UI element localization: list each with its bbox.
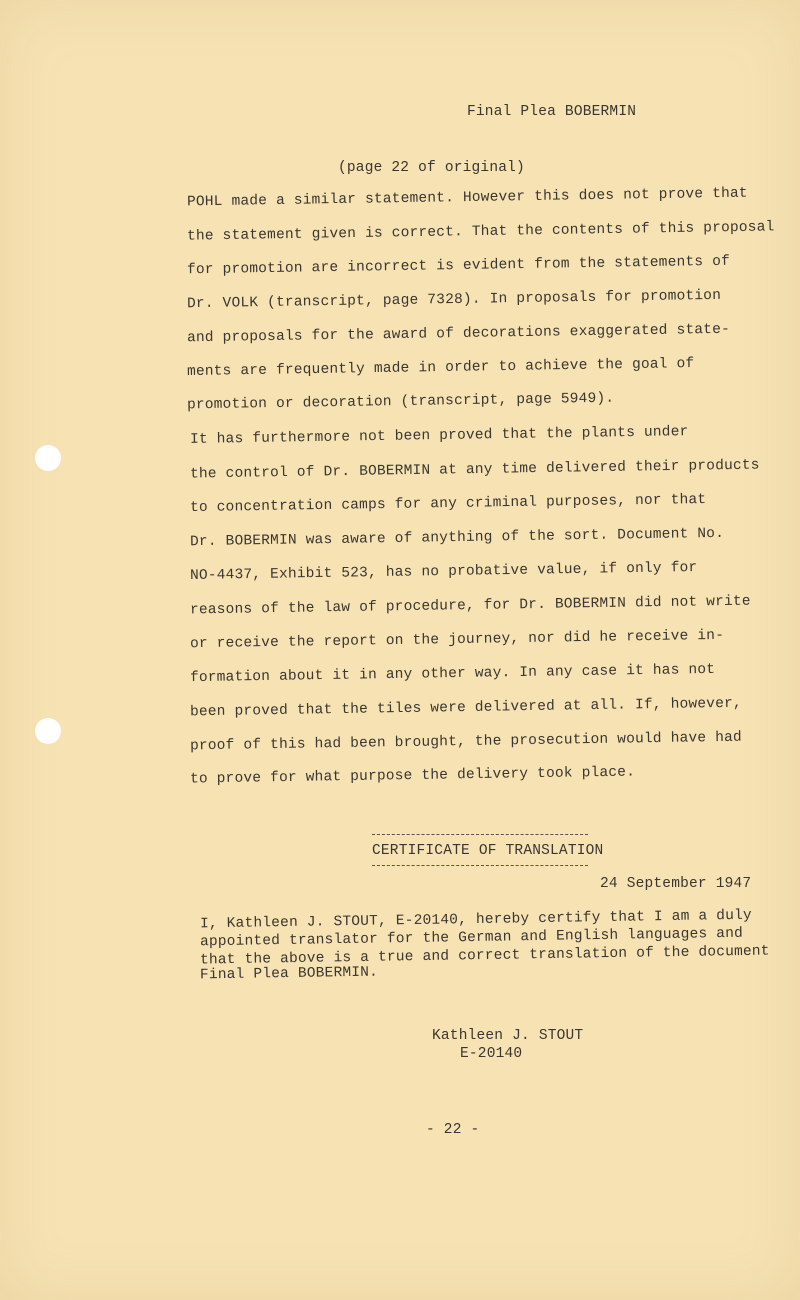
body-line: to prove for what purpose the delivery took place. — [189, 764, 636, 788]
body-line: been proved that the tiles were delivered at all. If, however, — [189, 695, 742, 721]
certificate-line: appointed translator for the German and English languages and — [199, 925, 744, 951]
divider — [372, 865, 588, 866]
body-line: or receive the report on the journey, nor did he receive in- — [189, 627, 725, 653]
certificate-date: 24 September 1947 — [600, 876, 752, 892]
punch-hole — [35, 718, 61, 744]
body-line: formation about it in any other way. In any case it has not — [189, 661, 716, 687]
punch-hole — [35, 445, 61, 471]
certificate-line: Final Plea BOBERMIN. — [199, 964, 379, 984]
certificate-title: CERTIFICATE OF TRANSLATION — [372, 843, 604, 859]
body-line: to concentration camps for any criminal purposes, nor that — [189, 491, 707, 517]
body-line: Dr. VOLK (transcript, page 7328). In proposals for promotion — [186, 287, 722, 313]
body-line: NO-4437, Exhibit 523, has no probative value, if only for — [189, 560, 698, 584]
signature-name: Kathleen J. STOUT — [432, 1028, 584, 1044]
page-number: - 22 - — [426, 1122, 480, 1138]
body-line: for promotion are incorrect is evident from the statements of — [186, 253, 731, 279]
signature-id: E-20140 — [460, 1046, 523, 1062]
body-line: the statement given is correct. That the contents of this proposal — [186, 219, 775, 245]
divider — [372, 834, 588, 835]
body-line: the control of Dr. BOBERMIN at any time delivered their products — [189, 457, 760, 483]
certificate-line: that the above is a true and correct translation of the document — [199, 943, 770, 969]
body-line: It has furthermore not been proved that the plants under — [189, 424, 689, 448]
body-line: POHL made a similar statement. However this does not prove that — [186, 185, 748, 211]
body-line: promotion or decoration (transcript, page 5949). — [186, 390, 615, 414]
body-line: reasons of the law of procedure, for Dr. BOBERMIN did not write — [189, 593, 751, 619]
body-line: Dr. BOBERMIN was aware of anything of the sort. Document No. — [189, 525, 725, 551]
body-line: proof of this had been brought, the prosecution would have had — [189, 729, 742, 755]
page-reference: (page 22 of original) — [338, 160, 525, 176]
body-line: ments are frequently made in order to achieve the goal of — [186, 356, 695, 380]
certificate-line: I, Kathleen J. STOUT, E-20140, hereby certify that I am a duly — [199, 907, 752, 933]
body-line: and proposals for the award of decorations exaggerated state- — [186, 321, 731, 347]
document-header: Final Plea BOBERMIN — [467, 104, 637, 120]
